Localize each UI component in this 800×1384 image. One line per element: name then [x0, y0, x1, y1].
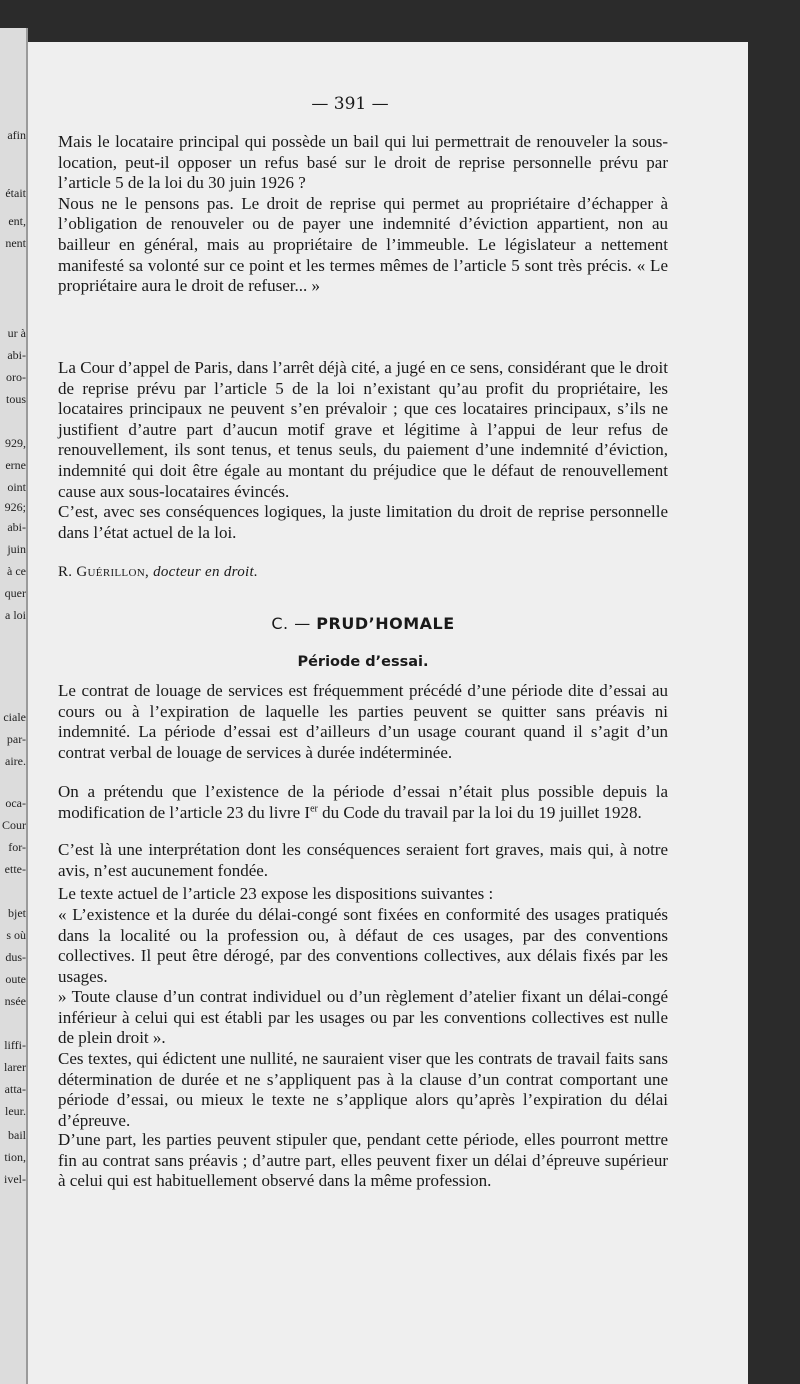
paragraph: Ces textes, qui édictent une nullité, ne sauraient viser que les contrats de travail faits sans détermination de durée et ne s’appliquent pas à la clause d’un contrat comportant une période d’essai, ou mieux le texte ne s’applique alors qu’après l’expiration du délai d’épreuve. — [58, 1049, 668, 1130]
paragraph: Mais le locataire principal qui possède un bail qui lui permettrait de renouveler la sous-location, peut-il opposer un refus basé sur le droit de reprise personnelle prévu par l’article 5 de la loi du 30 juin 1926 ? — [58, 132, 668, 193]
text-run: du Code du travail par la loi du 19 juillet 1928. — [317, 802, 642, 822]
margin-fragment: bail — [8, 1128, 26, 1142]
paragraph-interpretation — [58, 840, 668, 881]
paragraph — [58, 782, 668, 823]
margin-fragment: tion, — [4, 1150, 26, 1164]
paragraph: C’est, avec ses conséquences logiques, la juste limitation du droit de reprise personnelle dans l’état actuel de la loi. — [58, 502, 668, 542]
margin-fragment: larer — [4, 1060, 26, 1074]
margin-fragment: ent, — [8, 214, 26, 228]
paragraph-intro — [58, 681, 668, 763]
margin-fragment: for- — [8, 840, 26, 854]
margin-fragment: oint — [7, 480, 26, 494]
text-block-mid — [58, 358, 668, 543]
margin-fragment: abi- — [7, 520, 26, 534]
paragraph: » Toute clause d’un contrat individuel ou d’un règlement d’atelier fixant un délai-congé inférieur à celui qui est établi par les usages ou par les conventions collectives est nulle de plein droit ». — [58, 987, 668, 1048]
paragraph: D’une part, les parties peuvent stipuler que, pendant cette période, elles pourront mettre fin au contrat sans préavis ; d’autre part, elles peuvent fixer un délai d’épreuve supérieur à celui qui est habituellement observé dans la même profession. — [58, 1130, 668, 1191]
author-name: Guérillon — [76, 564, 145, 580]
paragraph-pretendu — [58, 782, 668, 823]
section-prefix: C. — — [271, 614, 311, 633]
margin-fragment: oro- — [6, 370, 26, 384]
margin-fragment: par- — [6, 732, 26, 746]
margin-fragment: tous — [5, 392, 26, 406]
section-heading — [58, 614, 668, 635]
margin-fragment: ur à — [7, 326, 26, 340]
margin-fragment: s où — [6, 928, 26, 942]
superscript: er — [310, 802, 318, 814]
paragraph-dune-part — [58, 1130, 668, 1192]
margin-fragment: erne — [5, 458, 26, 472]
margin-fragment: aire. — [5, 754, 26, 768]
margin-fragment: nsée — [4, 994, 26, 1008]
paragraph: Le texte actuel de l’article 23 expose les dispositions suivantes : — [58, 884, 494, 903]
text-block-top — [58, 132, 668, 297]
paragraph: Nous ne le pensons pas. Le droit de reprise qui permet au propriétaire d’échapper à l’obligation de renouveler ou de payer une indemnité d’éviction appartient, non au bailleur en général, mais au propriétaire de l’immeuble. Le législateur a nettement manifesté sa volonté sur ce point et les termes mêmes de l’article 5 sont très précis. « Le propriétaire aura le droit de refuser... » — [58, 193, 668, 296]
margin-fragment: Cour — [2, 818, 26, 832]
subsection-heading: Période d’essai. — [297, 654, 429, 670]
margin-fragment: juin — [7, 542, 26, 556]
author-signature: R. Guérillon, docteur en droit. — [58, 564, 259, 580]
section-label: PRUD’HOMALE — [316, 614, 455, 633]
paragraph-ces-textes — [58, 1049, 668, 1131]
margin-fragment: 929, — [5, 436, 26, 450]
margin-fragment: ette- — [4, 862, 26, 876]
text-run: On a prétendu que l’existence de la période d’essai n’était plus possible depuis la modification de l’article 23 du livre I — [58, 782, 668, 822]
margin-fragment: quer — [4, 586, 26, 600]
margin-fragment: abi- — [7, 348, 26, 362]
margin-fragment: liffi- — [4, 1038, 26, 1052]
margin-fragment: 926; — [4, 500, 26, 514]
margin-fragment: dus- — [5, 950, 26, 964]
margin-fragment: afin — [7, 128, 26, 142]
margin-fragment: oute — [5, 972, 26, 986]
margin-fragment: a loi — [5, 608, 26, 622]
margin-fragment: était — [5, 186, 26, 200]
margin-fragment: ivel- — [4, 1172, 26, 1186]
book-page — [28, 42, 748, 1384]
author-title: docteur en droit. — [153, 564, 259, 580]
page-number: — 391 — — [311, 94, 389, 114]
paragraph: « L’existence et la durée du délai-congé sont fixées en conformité des usages pratiqués dans la localité ou la profession ou, à défaut de ces usages, par des conventions collectives. Il peut être dérogé, par des conventions collectives, aux délais fixés par les usages. — [58, 905, 668, 986]
paragraph: La Cour d’appel de Paris, dans l’arrêt déjà cité, a jugé en ce sens, considérant que le droit de reprise prévu par l’article 5 de la loi n’existant qu’au profit du propriétaire, les locataires principaux ne peuvent s’en prévaloir ; que ces locataires principaux, s’ils ne justifient d’autre part d’aucun motif grave et légitime à l’appui de leur refus de renouvellement, ils sont tenus, et tenus seuls, du paiement d’une indemnité d’éviction, indemnité qui doit être égale au montant du préjudice que le défaut de renouvellement cause aux sous-locataires évincés. — [58, 358, 668, 501]
margin-fragment: nent — [5, 236, 26, 250]
paragraph-texte-actuel — [58, 884, 668, 905]
margin-fragment: leur. — [5, 1104, 26, 1118]
adjacent-page-edge — [0, 28, 28, 1384]
margin-fragment: atta- — [4, 1082, 26, 1096]
paragraph: C’est là une interprétation dont les conséquences seraient fort graves, mais qui, à notre avis, n’est aucunement fondée. — [58, 840, 668, 880]
quote-paragraph-2 — [58, 987, 668, 1049]
margin-fragment: bjet — [8, 906, 26, 920]
author-initial: R. — [58, 564, 73, 580]
quote-paragraph-1 — [58, 905, 668, 987]
margin-fragment: oca- — [5, 796, 26, 810]
margin-fragment: ciale — [3, 710, 26, 724]
margin-fragment: à ce — [7, 564, 26, 578]
paragraph: Le contrat de louage de services est fréquemment précédé d’une période dite d’essai au cours ou à l’expiration de laquelle les parties peuvent se quitter sans préavis ni indemnité. La période d’essai est d’ailleurs d’un usage courant quand il s’agit d’un contrat verbal de louage de services à durée indéterminée. — [58, 681, 668, 762]
